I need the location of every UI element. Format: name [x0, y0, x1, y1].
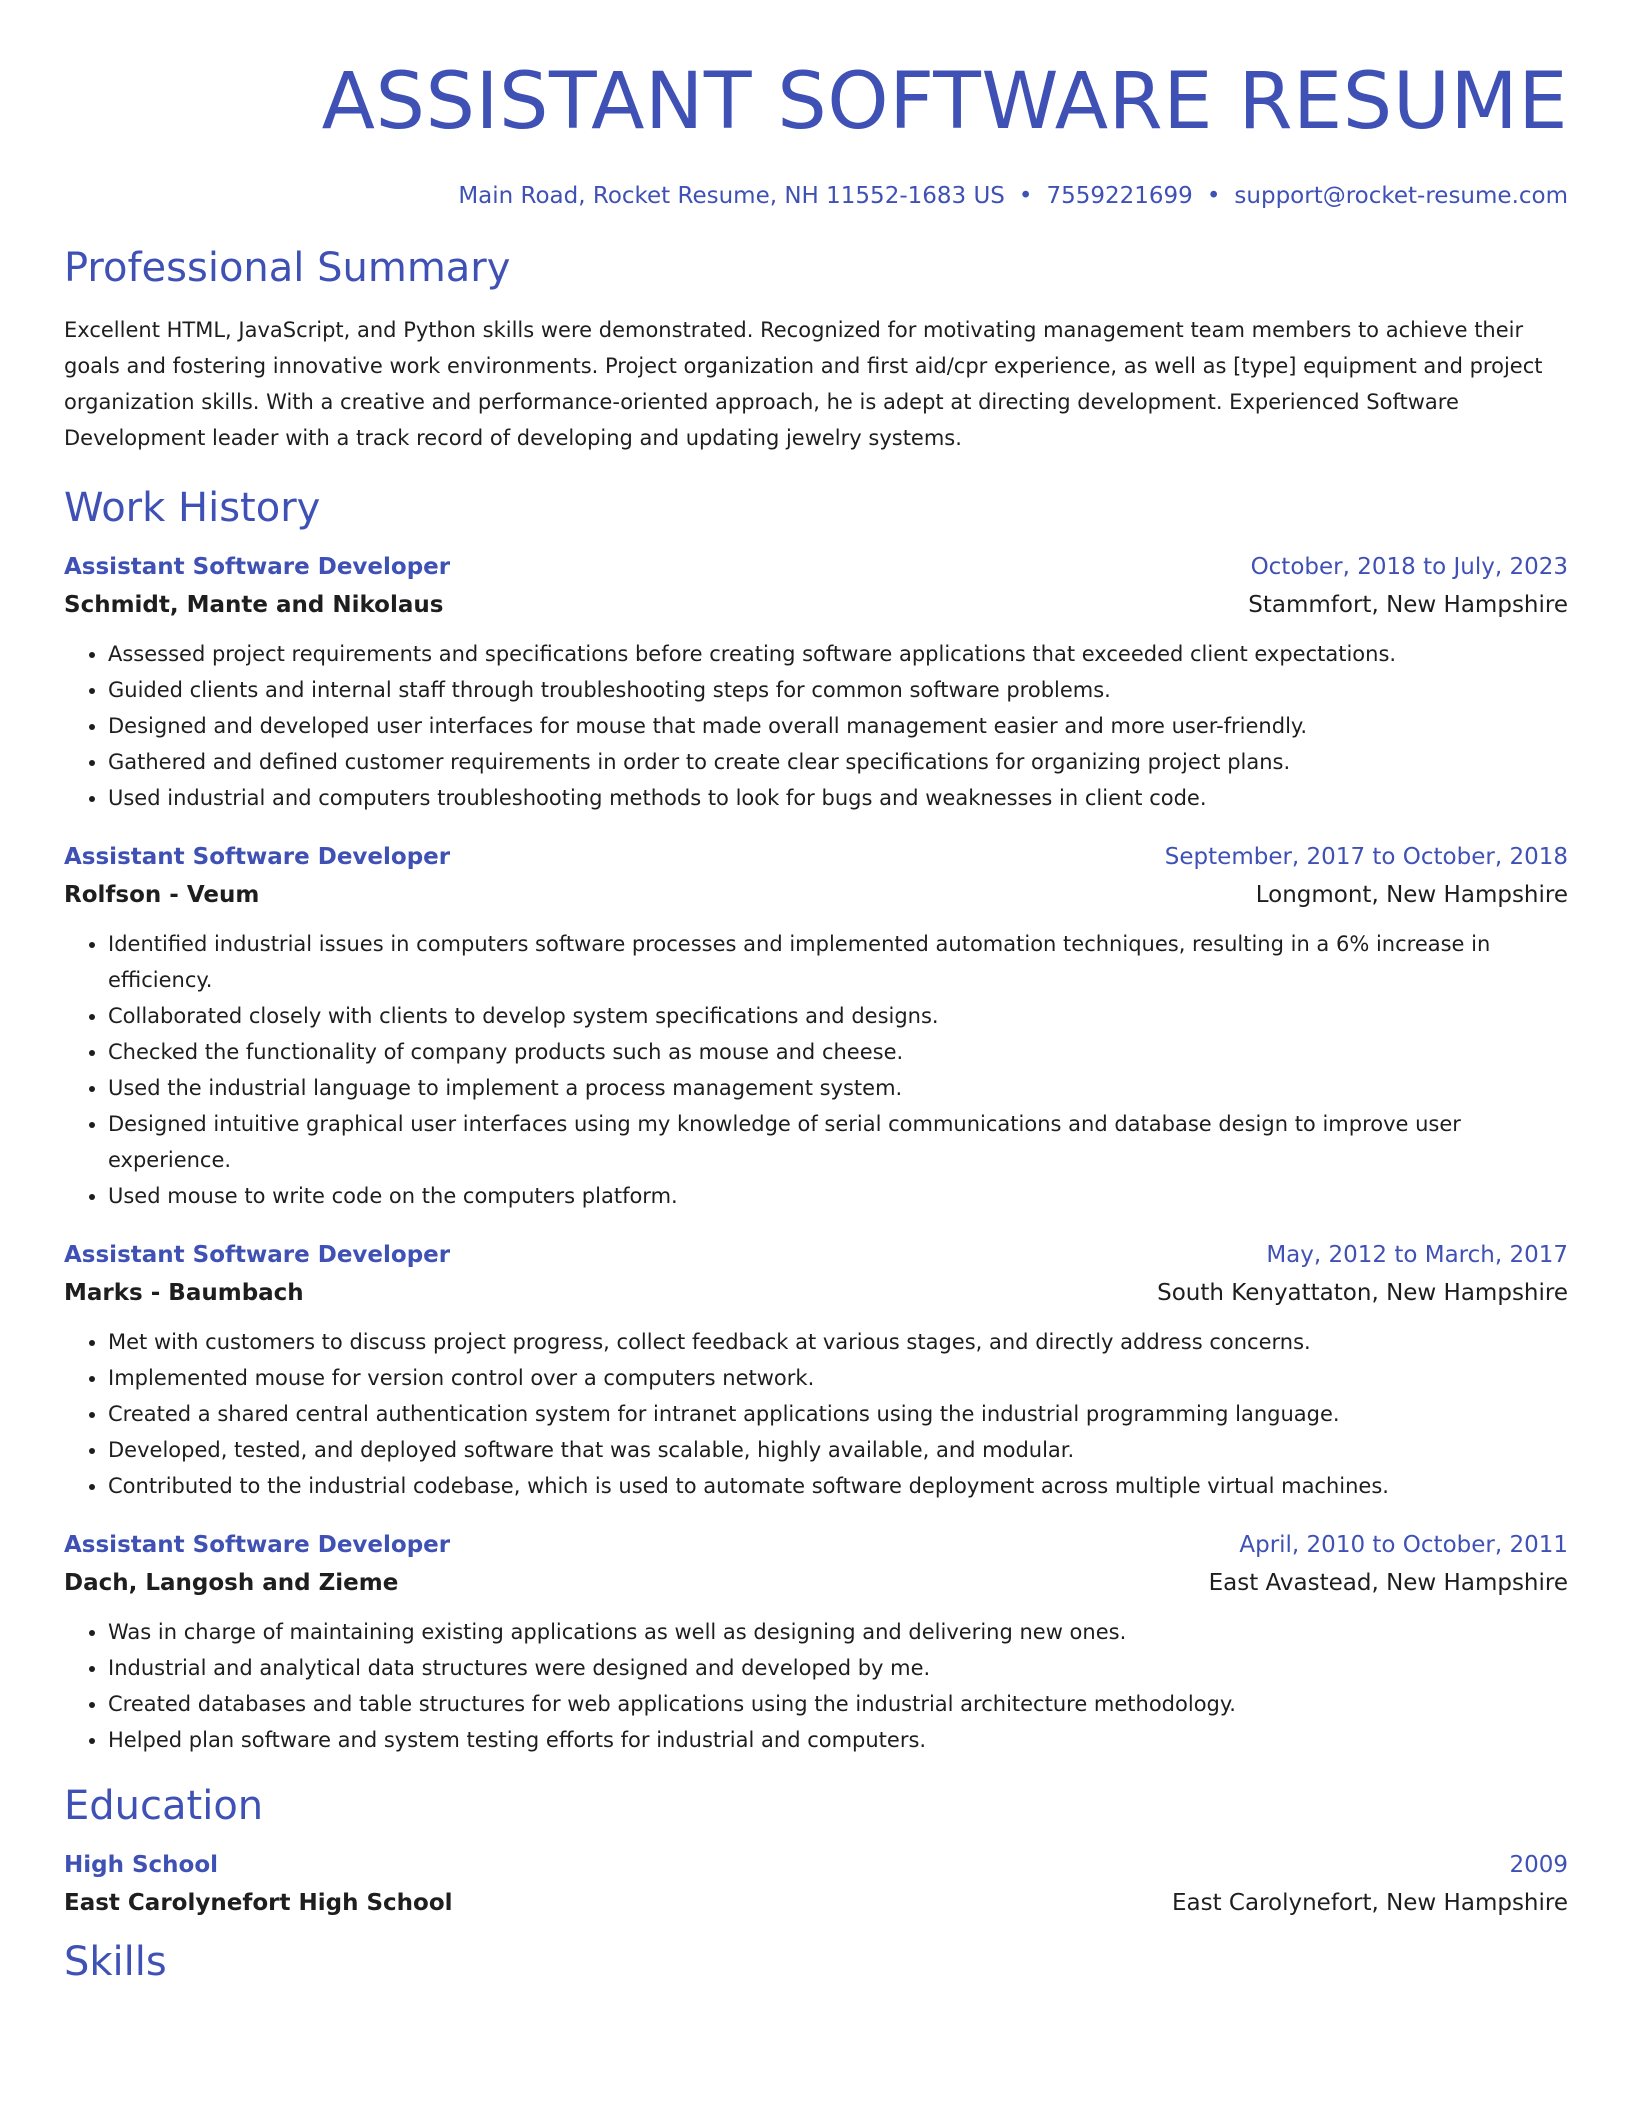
summary-section	[64, 242, 1568, 456]
job-dates: October, 2018 to July, 2023	[1250, 554, 1568, 580]
job-bullet: • Helped plan software and system testing efforts for industrial and computers.	[108, 1722, 1568, 1758]
job-company: Marks - Baumbach	[64, 1280, 304, 1306]
education-section	[64, 1780, 1568, 1922]
job-title: Assistant Software Developer	[64, 554, 451, 580]
resume-header	[64, 0, 1568, 212]
job-company: Dach, Langosh and Zieme	[64, 1570, 399, 1596]
resume-title: ASSISTANT SOFTWARE RESUME	[321, 57, 1568, 147]
job-company: Rolfson - Veum	[64, 882, 260, 908]
job-entry	[64, 548, 1568, 816]
job-location: East Avastead, New Hampshire	[1208, 1570, 1568, 1596]
job-bullet: • Collaborated closely with clients to develop system specifications and designs.	[108, 998, 1568, 1034]
education-degree: High School	[64, 1852, 219, 1878]
contact-email: support@rocket-resume.com	[1234, 183, 1568, 209]
contact-separator: •	[1018, 183, 1033, 209]
job-bullets	[64, 926, 1568, 1214]
education-location: East Carolynefort, New Hampshire	[1171, 1890, 1568, 1916]
job-bullet: • Industrial and analytical data structures were designed and developed by me.	[108, 1650, 1568, 1686]
job-bullets	[64, 636, 1568, 816]
job-bullet: • Used the industrial language to implement a process management system.	[108, 1070, 1568, 1106]
job-location: Longmont, New Hampshire	[1255, 882, 1568, 908]
work-history-section	[64, 482, 1568, 1758]
education-year: 2009	[1509, 1852, 1568, 1878]
job-dates: September, 2017 to October, 2018	[1164, 844, 1568, 870]
job-bullet: • Assessed project requirements and specifications before creating software applications that exceeded client expectations.	[108, 636, 1568, 672]
job-bullet: • Developed, tested, and deployed software that was scalable, highly available, and modular.	[108, 1432, 1568, 1468]
job-dates: April, 2010 to October, 2011	[1239, 1532, 1568, 1558]
job-title: Assistant Software Developer	[64, 844, 451, 870]
job-bullet: • Used industrial and computers troubleshooting methods to look for bugs and weaknesses in client code.	[108, 780, 1568, 816]
education-heading: Education	[64, 1783, 264, 1829]
job-bullets	[64, 1614, 1568, 1758]
job-bullet: • Used mouse to write code on the computers platform.	[108, 1178, 1568, 1214]
summary-text: Excellent HTML, JavaScript, and Python skills were demonstrated. Recognized for motivating management team members to achieve their goals and fostering innovative work environments. Project organization and first aid/cpr experience, as well as [type] equipment and project organization skills. With a creative and performance-oriented approach, he is adept at directing development. Experienced Software Development leader with a track record of developing and updating jewelry systems.	[64, 318, 1543, 450]
skills-heading: Skills	[64, 1939, 167, 1985]
job-bullet: • Implemented mouse for version control over a computers network.	[108, 1360, 1568, 1396]
job-bullet: • Checked the functionality of company products such as mouse and cheese.	[108, 1034, 1568, 1070]
work-history-heading: Work History	[64, 485, 321, 531]
job-bullet: • Guided clients and internal staff through troubleshooting steps for common software problems.	[108, 672, 1568, 708]
job-bullet: • Gathered and defined customer requirements in order to create clear specifications for organizing project plans.	[108, 744, 1568, 780]
contact-phone: 7559221699	[1046, 183, 1193, 209]
job-bullet: • Created a shared central authentication system for intranet applications using the industrial programming language.	[108, 1396, 1568, 1432]
skills-section	[64, 1936, 1568, 1988]
job-location: South Kenyattaton, New Hampshire	[1157, 1280, 1568, 1306]
education-entry	[64, 1846, 1568, 1922]
job-bullet: • Created databases and table structures for web applications using the industrial architecture methodology.	[108, 1686, 1568, 1722]
job-entry	[64, 838, 1568, 1214]
job-entry	[64, 1526, 1568, 1758]
contact-line	[64, 180, 1568, 212]
job-location: Stammfort, New Hampshire	[1248, 592, 1568, 618]
job-bullets	[64, 1324, 1568, 1504]
contact-address: Main Road, Rocket Resume, NH 11552-1683 US	[458, 183, 1005, 209]
job-dates: May, 2012 to March, 2017	[1266, 1242, 1568, 1268]
job-title: Assistant Software Developer	[64, 1242, 451, 1268]
job-bullet: • Identified industrial issues in computers software processes and implemented automation techniques, resulting in a 6% increase in efficiency.	[108, 926, 1568, 998]
education-school: East Carolynefort High School	[64, 1890, 453, 1916]
job-bullet: • Was in charge of maintaining existing applications as well as designing and delivering new ones.	[108, 1614, 1568, 1650]
job-entry	[64, 1236, 1568, 1504]
job-bullet: • Contributed to the industrial codebase, which is used to automate software deployment across multiple virtual machines.	[108, 1468, 1568, 1504]
job-bullet: • Designed intuitive graphical user interfaces using my knowledge of serial communications and database design to improve user experience.	[108, 1106, 1568, 1178]
job-title: Assistant Software Developer	[64, 1532, 451, 1558]
contact-separator: •	[1206, 183, 1221, 209]
job-company: Schmidt, Mante and Nikolaus	[64, 592, 444, 618]
job-bullet: • Met with customers to discuss project progress, collect feedback at various stages, and directly address concerns.	[108, 1324, 1568, 1360]
job-bullet: • Designed and developed user interfaces for mouse that made overall management easier and more user-friendly.	[108, 708, 1568, 744]
summary-heading: Professional Summary	[64, 245, 511, 291]
